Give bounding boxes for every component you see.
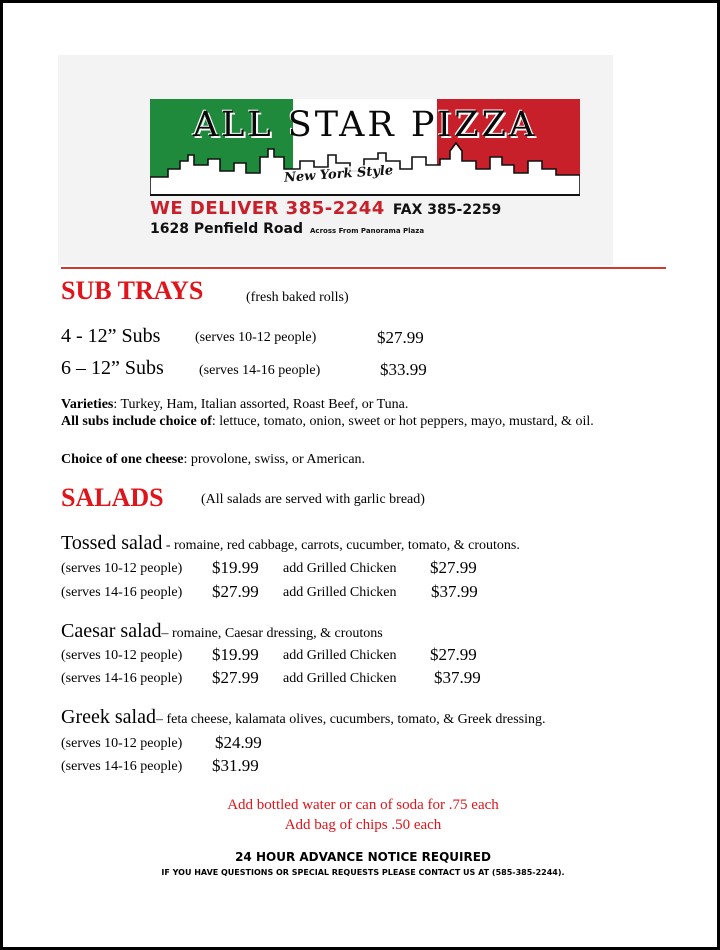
salad-serves: (serves 14-16 people) bbox=[61, 585, 183, 600]
salad-price: $24.99 bbox=[215, 733, 262, 752]
chips-addon: Add bag of chips .50 each bbox=[284, 817, 442, 833]
sub-includes bbox=[61, 413, 661, 430]
sub-tray-price: $33.99 bbox=[380, 360, 427, 379]
varieties-text: : Turkey, Ham, Italian assorted, Roast Beef, or Tuna. bbox=[113, 397, 409, 412]
cheese-label: Choice of one cheese bbox=[61, 452, 184, 467]
cheese-text: : provolone, swiss, or American. bbox=[183, 452, 366, 467]
salad-addon-label: add Grilled Chicken bbox=[283, 561, 397, 576]
logo-delivery-line bbox=[150, 198, 590, 219]
logo-panel bbox=[58, 55, 613, 265]
contact-notice: IF YOU HAVE QUESTIONS OR SPECIAL REQUESTS PLEASE CONTACT US AT (585-385-2244). bbox=[161, 868, 565, 877]
salad-name: Tossed salad bbox=[61, 532, 163, 554]
delivery-phone: WE DELIVER 385-2244 bbox=[150, 198, 385, 219]
logo-address-line bbox=[150, 220, 590, 238]
salad-serves: (serves 10-12 people) bbox=[61, 561, 183, 576]
salads-heading: SALADS bbox=[61, 483, 164, 512]
salad-name: Greek salad bbox=[61, 706, 156, 728]
salad-serves: (serves 10-12 people) bbox=[61, 736, 183, 751]
includes-label: All subs include choice of bbox=[61, 414, 212, 429]
salad-price: $27.99 bbox=[212, 582, 259, 601]
salad-heading-line bbox=[61, 532, 520, 555]
salad-price: $19.99 bbox=[212, 645, 259, 664]
salad-description: - romaine, red cabbage, carrots, cucumber, tomato, & croutons. bbox=[162, 538, 520, 553]
salad-description: – romaine, Caesar dressing, & croutons bbox=[161, 626, 383, 641]
fax-number: FAX 385-2259 bbox=[392, 202, 502, 218]
salad-addon-label: add Grilled Chicken bbox=[283, 648, 397, 663]
salad-addon-price: $27.99 bbox=[430, 558, 477, 577]
includes-text: : lettuce, tomato, onion, sweet or hot peppers, mayo, mustard, & oil. bbox=[211, 414, 594, 429]
sub-tray-price: $27.99 bbox=[377, 328, 424, 347]
salad-serves: (serves 14-16 people) bbox=[61, 671, 183, 686]
salad-serves: (serves 14-16 people) bbox=[61, 759, 183, 774]
store-address: 1628 Penfield Road bbox=[150, 221, 303, 237]
salad-serves: (serves 10-12 people) bbox=[61, 648, 183, 663]
advance-notice: 24 HOUR ADVANCE NOTICE REQUIRED bbox=[235, 850, 491, 864]
sub-trays-note: (fresh baked rolls) bbox=[246, 290, 349, 305]
address-landmark: Across From Panorama Plaza bbox=[310, 227, 425, 235]
varieties-label: Varieties bbox=[61, 397, 114, 412]
header-divider bbox=[61, 267, 666, 269]
salad-addon-label: add Grilled Chicken bbox=[283, 671, 397, 686]
salad-heading-line bbox=[61, 706, 545, 729]
salad-name: Caesar salad bbox=[61, 620, 162, 642]
sub-trays-heading: SUB TRAYS bbox=[61, 276, 204, 305]
logo-brand-text: ALL STAR PIZZA bbox=[192, 105, 538, 145]
sub-tray-name: 4 - 12” Subs bbox=[61, 325, 161, 347]
sub-cheese bbox=[61, 451, 661, 468]
logo-style-text: New York Style bbox=[278, 163, 400, 186]
salad-heading-line bbox=[61, 620, 383, 643]
sub-varieties bbox=[61, 396, 661, 413]
salad-addon-price: $27.99 bbox=[430, 645, 477, 664]
salad-description: – feta cheese, kalamata olives, cucumbers, tomato, & Greek dressing. bbox=[155, 712, 546, 727]
sub-tray-serves: (serves 14-16 people) bbox=[199, 363, 321, 378]
sub-tray-name: 6 – 12” Subs bbox=[61, 357, 164, 379]
salad-price: $19.99 bbox=[212, 558, 259, 577]
salad-addon-price: $37.99 bbox=[431, 582, 478, 601]
salad-price: $31.99 bbox=[212, 756, 259, 775]
sub-tray-serves: (serves 10-12 people) bbox=[195, 330, 317, 345]
salads-note: (All salads are served with garlic bread) bbox=[201, 492, 425, 507]
drinks-addon: Add bottled water or can of soda for .75 each bbox=[227, 797, 499, 813]
all-star-pizza-logo bbox=[150, 99, 580, 249]
salad-addon-price: $37.99 bbox=[434, 668, 481, 687]
salad-addon-label: add Grilled Chicken bbox=[283, 585, 397, 600]
salad-price: $27.99 bbox=[212, 668, 259, 687]
